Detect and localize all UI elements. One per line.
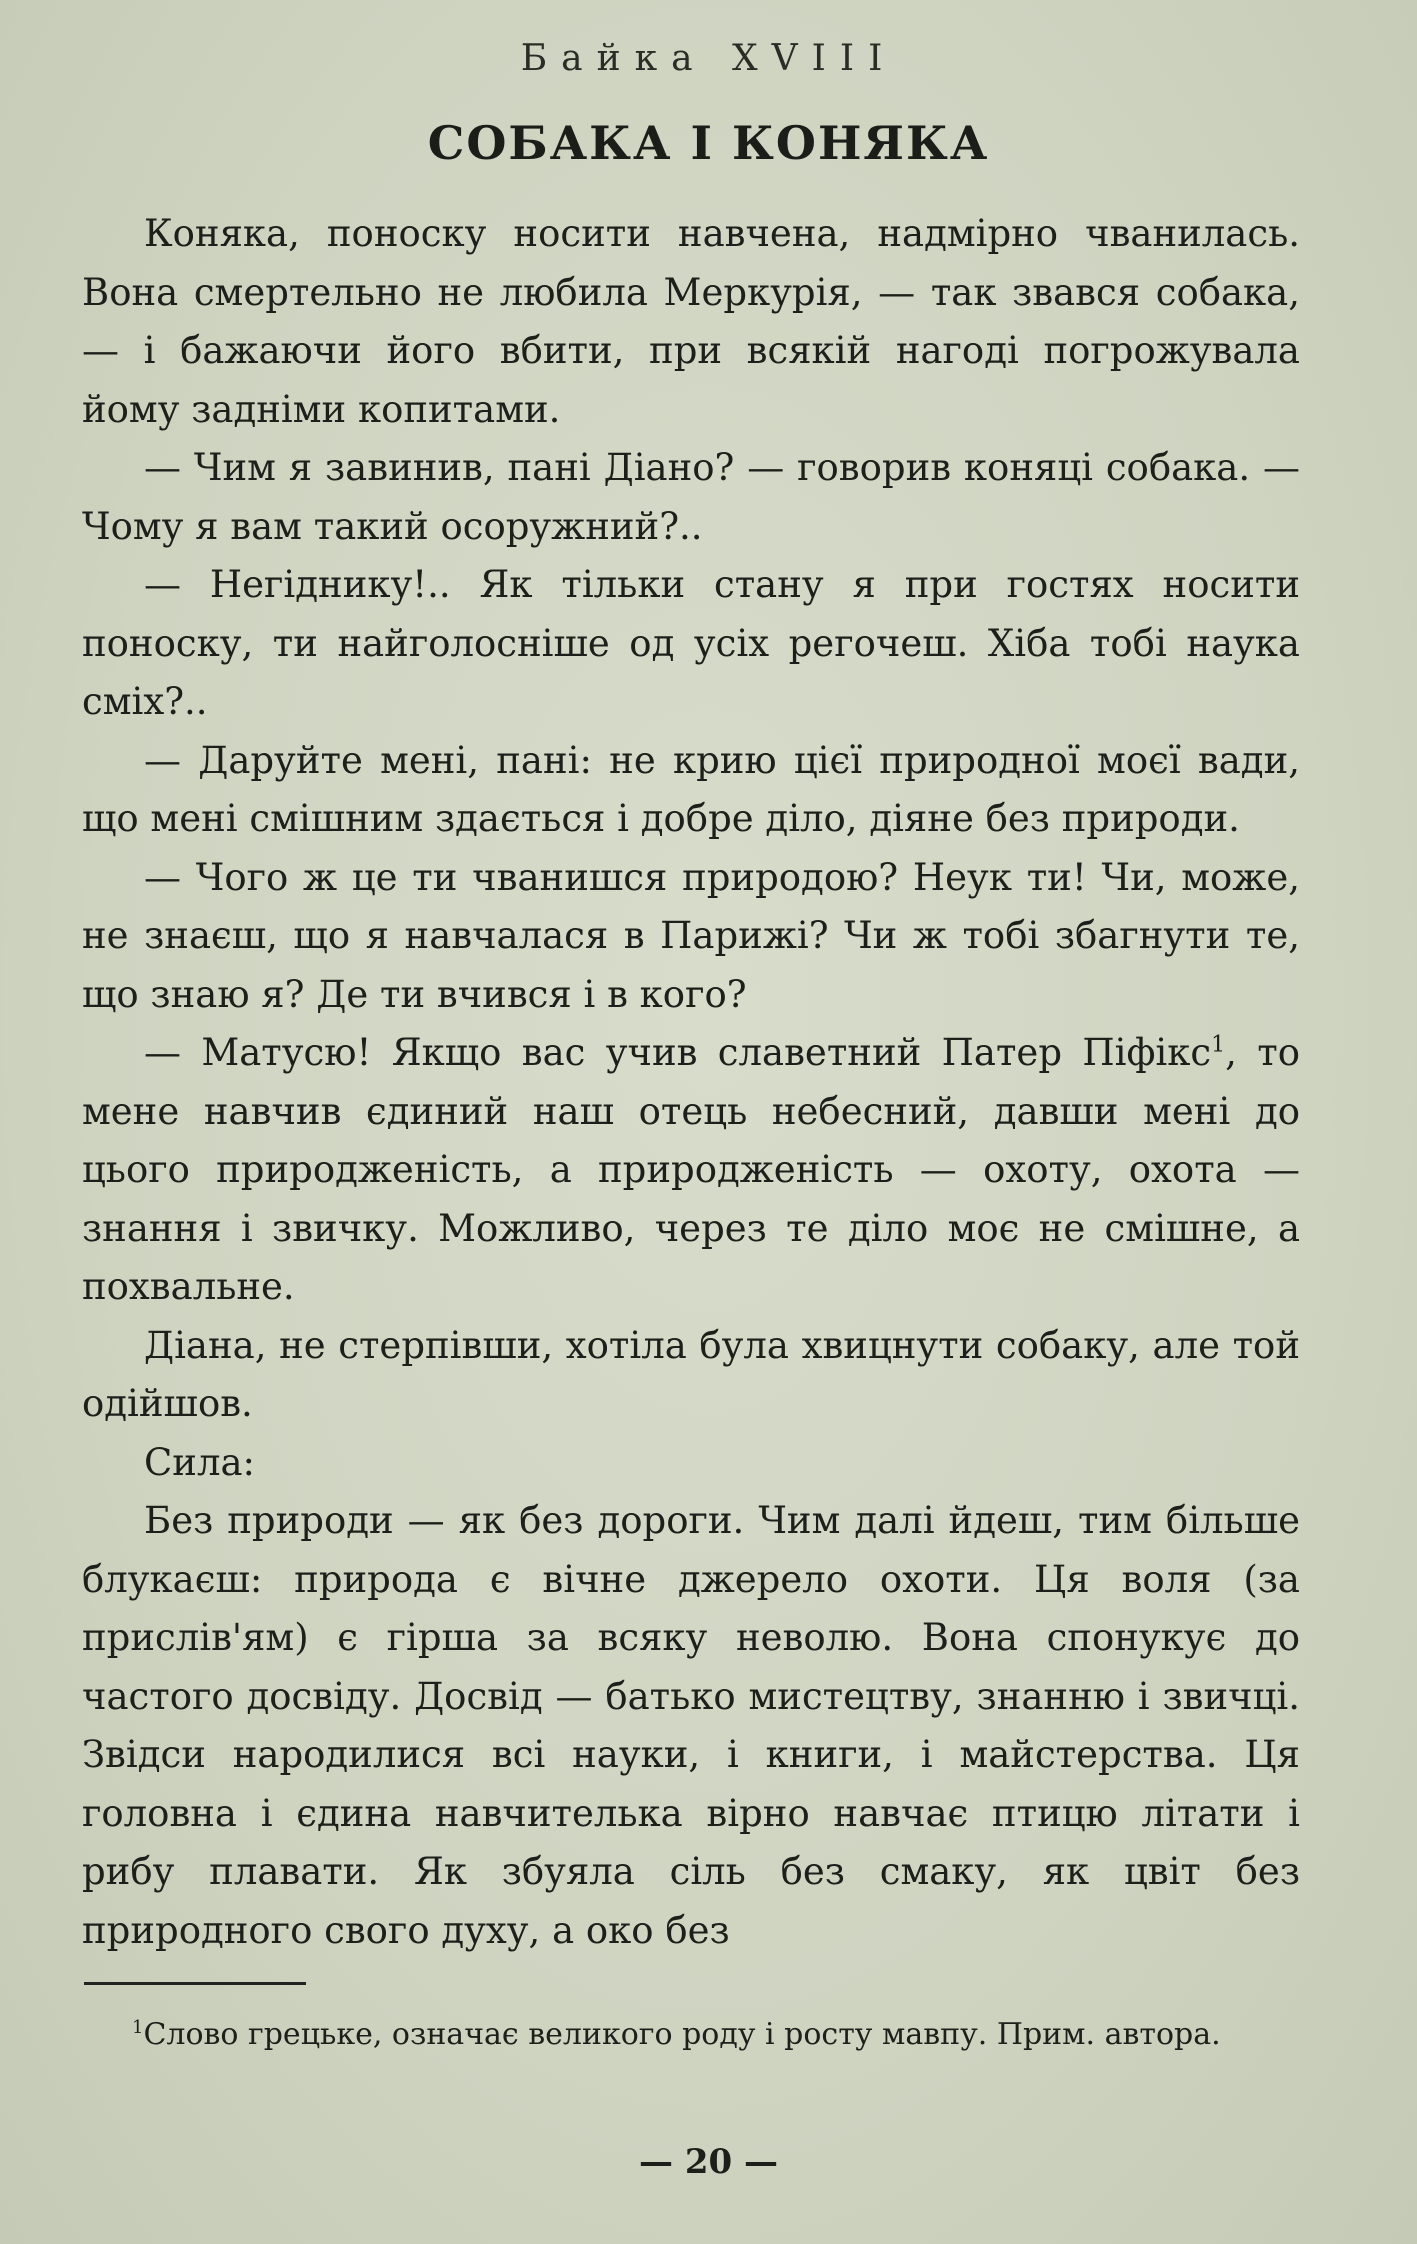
paragraph: — Даруйте мені, пані: не крию цієї природної моєї вади, що мені смішним здається і добре діло, діяне без природи.	[82, 738, 1300, 840]
paragraph: — Чого ж це ти чванишся природою? Неук ти! Чи, може, не знаєш, що я навчалася в Парижі? Чи ж тобі збагнути те, що знаю я? Де ти вчився і в кого?	[82, 855, 1300, 1016]
moral-paragraph: Без природи — як без дороги. Чим далі йдеш, тим більше блукаєш: природа є вічне джерело охоти. Ця воля (за прислів'ям) є гірша за всяку неволю. Вона спонукує до частого досвіду. Досвід — батько мистецтву, знанню і звичці. Звідси народилися всі науки, і книги, і майстерства. Ця головна і єдина навчителька вірно навчає птицю літати і рибу плавати. Як збуяла сіль без смаку, як цвіт без природного свого духу, а око без	[82, 1499, 1300, 1952]
body-text	[82, 205, 1300, 1960]
moral-heading: Сила:	[144, 1440, 255, 1484]
paragraph-text: , то мене навчив єдиний наш отець небесний, давши мені до цього природженість, а природженість — охоту, охота — знання і звичку. Можливо, через те діло моє не смішне, а похвальне.	[82, 1031, 1300, 1308]
footnote-divider	[84, 1982, 306, 1985]
paragraph	[82, 1024, 1300, 1317]
paragraph: Діана, не стерпівши, хотіла була хвицнути собаку, але той одійшов.	[82, 1323, 1300, 1425]
fable-title: СОБАКА І КОНЯКА	[427, 116, 990, 170]
footnote-text: Слово грецьке, означає великого роду і росту мавпу. Прим. автора.	[143, 2017, 1221, 2052]
page-number: — 20 —	[639, 2142, 778, 2182]
paragraph-text: — Матусю! Якщо вас учив славетний Патер Піфікс	[144, 1031, 1212, 1074]
paragraph: — Чим я завинив, пані Діано? — говорив коняці собака. — Чому я вам такий осоружний?..	[82, 446, 1300, 548]
running-head: Байка XVIII	[520, 38, 897, 79]
footnote	[82, 2012, 1300, 2058]
paragraph: Коняка, поноску носити навчена, надмірно чванилась. Вона смертельно не любила Меркурія, — так звався собака, — і бажаючи його вбити, при всякій нагоді погрожувала йому задніми копитами.	[82, 212, 1300, 431]
paragraph: — Негіднику!.. Як тільки стану я при гостях носити поноску, ти найголосніше од усіх регочеш. Хіба тобі наука сміх?..	[82, 563, 1300, 723]
footnote-reference: 1	[1211, 1032, 1226, 1058]
footnote-marker: 1	[132, 2017, 144, 2038]
